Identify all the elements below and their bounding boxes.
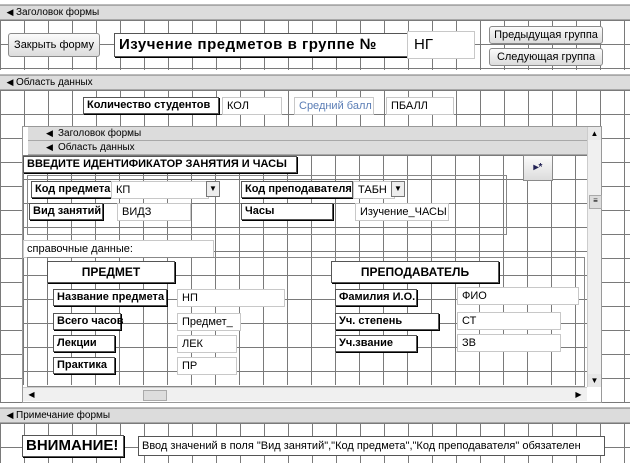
warning-text: Ввод значений в поля "Вид занятий","Код предмета","Код преподавателя" обязателен xyxy=(138,436,605,456)
close-form-button[interactable]: Закрыть форму xyxy=(8,33,100,57)
form-title: Изучение предметов в группе № xyxy=(114,33,410,57)
section-label: Заголовок формы xyxy=(16,7,100,18)
detail-area xyxy=(0,90,630,405)
teacher-code-label: Код преподавателя xyxy=(241,181,353,198)
scroll-right-icon[interactable]: ▶ xyxy=(575,390,582,399)
dropdown-arrow-icon[interactable]: ▼ xyxy=(391,181,405,197)
new-record-button[interactable] xyxy=(523,155,553,181)
group-number-field[interactable]: НГ xyxy=(407,31,475,59)
new-record-icon: ▸* xyxy=(533,162,543,173)
degree-field[interactable]: СТ xyxy=(457,312,561,330)
total-hours-label: Всего часов xyxy=(53,313,121,330)
section-bar-form-footer[interactable] xyxy=(0,408,630,423)
subject-name-field[interactable]: НП xyxy=(177,289,285,307)
rank-label: Уч.звание xyxy=(335,335,417,352)
section-arrow-icon: ◀ xyxy=(6,410,14,420)
warning-label: ВНИМАНИЕ! xyxy=(22,435,124,457)
subform-section-bar-header[interactable] xyxy=(28,127,588,141)
scroll-up-icon[interactable]: ▲ xyxy=(588,127,601,140)
vertical-scroll-thumb[interactable]: ≡ xyxy=(589,195,602,209)
teacher-name-field[interactable]: ФИО xyxy=(457,287,579,305)
next-group-button[interactable]: Следующая группа xyxy=(489,48,603,66)
students-count-label: Количество студентов xyxy=(83,97,219,114)
teacher-code-field[interactable]: ТАБН xyxy=(353,181,395,199)
lesson-type-field[interactable]: ВИДЗ xyxy=(117,203,191,221)
hours-label: Часы xyxy=(241,203,333,220)
section-arrow-icon: ◀ xyxy=(6,7,14,17)
section-arrow-icon: ◀ xyxy=(46,128,53,138)
teacher-header: ПРЕПОДАВАТЕЛЬ xyxy=(331,261,499,283)
form-footer-area xyxy=(0,423,630,463)
average-score-label: Средний балл xyxy=(294,97,374,115)
subform-section-bar-detail[interactable] xyxy=(28,141,588,155)
section-arrow-icon: ◀ xyxy=(6,77,14,87)
total-hours-field[interactable]: Предмет_ xyxy=(177,313,241,331)
section-label: Область данных xyxy=(58,142,135,153)
section-label: Область данных xyxy=(16,77,93,88)
subform-detail-area xyxy=(23,155,587,385)
form-header-area xyxy=(0,20,630,70)
average-score-field[interactable]: ПБАЛЛ xyxy=(386,97,454,115)
lesson-type-label: Вид занятий xyxy=(29,203,103,220)
students-count-field[interactable]: КОЛ xyxy=(222,97,282,115)
subform-horizontal-scrollbar[interactable] xyxy=(23,387,587,401)
subject-header: ПРЕДМЕТ xyxy=(47,261,175,283)
section-bar-detail[interactable] xyxy=(0,75,630,90)
instruction-label: ВВЕДИТЕ ИДЕНТИФИКАТОР ЗАНЯТИЯ И ЧАСЫ xyxy=(23,156,297,173)
section-label: Заголовок формы xyxy=(58,128,142,139)
subform-vertical-scrollbar[interactable] xyxy=(587,127,601,387)
practice-field[interactable]: ПР xyxy=(177,357,237,375)
scroll-down-icon[interactable]: ▼ xyxy=(588,374,601,387)
subject-code-field[interactable]: КП xyxy=(111,181,209,199)
horizontal-scroll-thumb[interactable] xyxy=(143,390,167,401)
practice-label: Практика xyxy=(53,357,115,374)
section-arrow-icon: ◀ xyxy=(46,142,53,152)
rank-field[interactable]: ЗВ xyxy=(457,334,561,352)
reference-data-label: справочные данные: xyxy=(23,240,214,258)
dropdown-arrow-icon[interactable]: ▼ xyxy=(206,181,220,197)
lectures-field[interactable]: ЛЕК xyxy=(177,335,237,353)
lectures-label: Лекции xyxy=(53,335,115,352)
scroll-left-icon[interactable]: ◀ xyxy=(28,390,35,399)
teacher-name-label: Фамилия И.О. xyxy=(335,289,417,306)
subform-container xyxy=(22,126,602,403)
section-bar-form-header[interactable] xyxy=(0,5,630,20)
subject-code-label: Код предмета xyxy=(31,181,117,198)
hours-field[interactable]: Изучение_ЧАСЫ xyxy=(355,203,449,221)
previous-group-button[interactable]: Предыдущая группа xyxy=(489,26,603,44)
degree-label: Уч. степень xyxy=(335,313,439,330)
section-label: Примечание формы xyxy=(16,410,111,421)
subject-name-label: Название предмета xyxy=(53,289,167,306)
